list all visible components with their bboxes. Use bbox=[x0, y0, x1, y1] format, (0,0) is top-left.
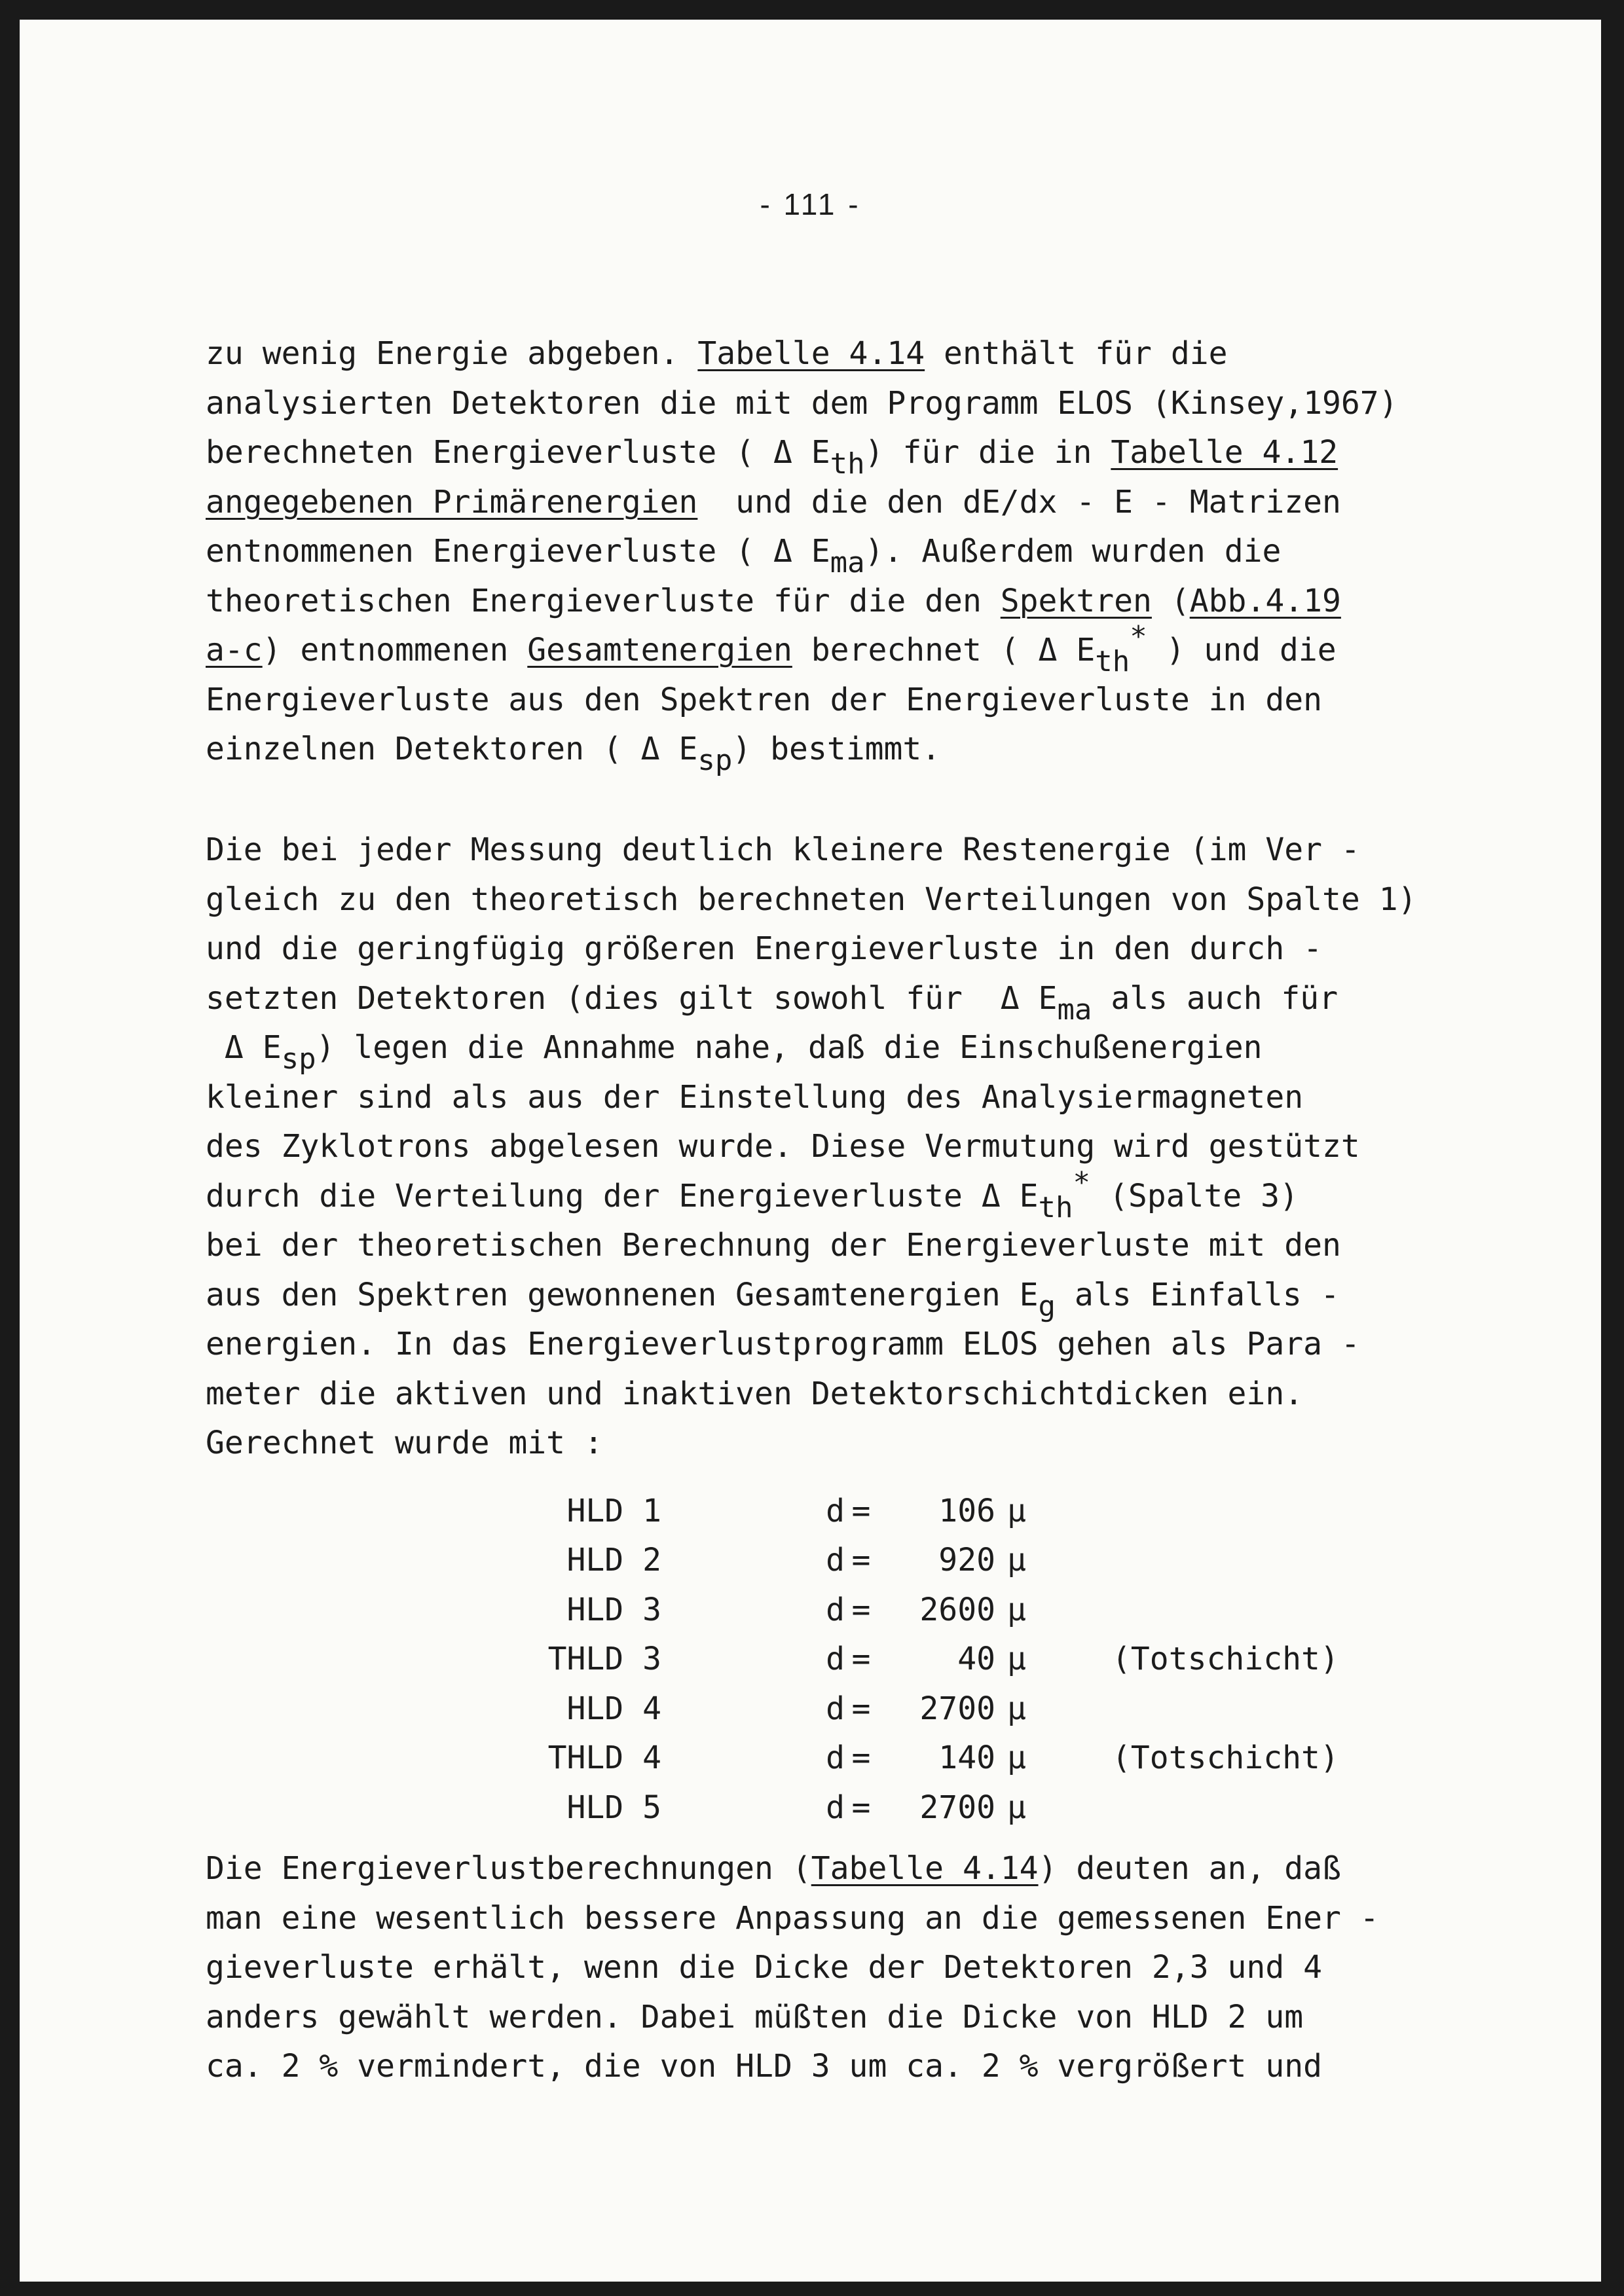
table-row bbox=[537, 1486, 1339, 1536]
text-line: meter die aktiven und inaktiven Detektorschichtdicken ein. bbox=[206, 1375, 1304, 1412]
underlined-phrase: angegebenen Primärenergien bbox=[206, 483, 698, 520]
document-page bbox=[20, 20, 1601, 2282]
page-number: - 111 - bbox=[760, 187, 861, 221]
text-line: Die Energieverlustberechnungen (Tabelle 4.14) deuten an, daß bbox=[206, 1850, 1341, 1887]
thickness-unit: µ bbox=[1007, 1690, 1026, 1727]
text-line: analysierten Detektoren die mit dem Programm ELOS (Kinsey,1967) bbox=[206, 384, 1398, 422]
table-row bbox=[537, 1734, 1339, 1783]
layer-note bbox=[1112, 1585, 1339, 1635]
equals-sign: = bbox=[851, 1641, 871, 1678]
text-line: Die bei jeder Messung deutlich kleinere Restenergie (im Ver - bbox=[206, 831, 1360, 868]
table-reference: Tabelle 4.12 bbox=[1111, 434, 1338, 471]
text-line: durch die Verteilung der Energieverluste Δ $E_{th}^*$ (Spalte 3) bbox=[206, 1165, 1299, 1224]
thickness-value: 920 bbox=[938, 1542, 995, 1579]
thickness-symbol: d bbox=[826, 1690, 845, 1727]
text-line: anders gewählt werden. Dabei müßten die Dicke von HLD 2 um bbox=[206, 1998, 1304, 2035]
text-line: a-c) entnommenen Gesamtenergien berechnet ( Δ $E_{th}^*$ ) und die bbox=[206, 620, 1337, 678]
thickness-unit: µ bbox=[1007, 1492, 1026, 1529]
text-line: entnommenen Energieverluste ( Δ $E_{ma}$). Außerdem wurden die bbox=[206, 533, 1282, 579]
layer-note bbox=[1112, 1783, 1339, 1832]
paragraph-1 bbox=[206, 329, 1515, 777]
table-reference: Tabelle 4.14 bbox=[697, 335, 925, 372]
thickness-value: 140 bbox=[938, 1740, 995, 1777]
text-line: und die geringfügig größeren Energieverluste in den durch - bbox=[206, 930, 1323, 967]
text-line: setzten Detektoren (dies gilt sowohl für Δ $E_{ma}$ als auch für bbox=[206, 979, 1338, 1027]
thickness-symbol: d bbox=[826, 1789, 845, 1826]
text-line: einzelnen Detektoren ( Δ $E_{sp}$) bestimmt. bbox=[206, 731, 941, 777]
thickness-symbol: d bbox=[826, 1542, 845, 1579]
table-row bbox=[537, 1635, 1339, 1685]
table-reference: Tabelle 4.14 bbox=[811, 1850, 1039, 1887]
thickness-unit: µ bbox=[1007, 1641, 1026, 1678]
thickness-symbol: d bbox=[826, 1641, 845, 1678]
text-line: energien. In das Energieverlustprogramm ELOS gehen als Para - bbox=[206, 1326, 1360, 1362]
detector-name: THLD 4 bbox=[547, 1740, 661, 1777]
detector-thickness-table bbox=[537, 1486, 1339, 1832]
detector-name: HLD 2 bbox=[566, 1542, 661, 1579]
paragraph-2 bbox=[206, 826, 1515, 1468]
underlined-phrase: Spektren bbox=[1000, 582, 1152, 619]
equals-sign: = bbox=[851, 1740, 871, 1777]
text-line: Gerechnet wurde mit : bbox=[206, 1425, 603, 1461]
equals-sign: = bbox=[851, 1690, 871, 1727]
figure-reference: a-c bbox=[206, 632, 263, 668]
thickness-value: 2600 bbox=[919, 1591, 995, 1628]
equals-sign: = bbox=[851, 1789, 871, 1826]
detector-name: HLD 3 bbox=[566, 1591, 661, 1628]
equals-sign: = bbox=[851, 1542, 871, 1579]
text-line: zu wenig Energie abgeben. Tabelle 4.14 enthält für die bbox=[206, 335, 1228, 372]
table-row bbox=[537, 1536, 1339, 1586]
table-row bbox=[537, 1684, 1339, 1734]
detector-name: THLD 3 bbox=[547, 1641, 661, 1678]
thickness-symbol: d bbox=[826, 1740, 845, 1777]
layer-note: (Totschicht) bbox=[1112, 1641, 1339, 1678]
figure-reference: Abb.4.19 bbox=[1189, 582, 1341, 619]
layer-note bbox=[1112, 1684, 1339, 1734]
detector-name: HLD 5 bbox=[566, 1789, 661, 1826]
text-line: Energieverluste aus den Spektren der Energieverluste in den bbox=[206, 681, 1323, 718]
detector-name: HLD 4 bbox=[566, 1690, 661, 1727]
thickness-value: 2700 bbox=[919, 1690, 995, 1727]
text-line: ca. 2 % vermindert, die von HLD 3 um ca. 2 % vergrößert und bbox=[206, 2048, 1323, 2085]
text-line: gieverluste erhält, wenn die Dicke der Detektoren 2,3 und 4 bbox=[206, 1949, 1323, 1986]
table-row bbox=[537, 1585, 1339, 1635]
text-line: man eine wesentlich bessere Anpassung an die gemessenen Ener - bbox=[206, 1899, 1379, 1937]
equals-sign: = bbox=[851, 1492, 871, 1529]
text-line: bei der theoretischen Berechnung der Energieverluste mit den bbox=[206, 1227, 1341, 1264]
thickness-value: 40 bbox=[957, 1641, 995, 1678]
text-line: berechneten Energieverluste ( Δ $E_{th}$) für die in Tabelle 4.12 bbox=[206, 434, 1338, 481]
text-line: des Zyklotrons abgelesen wurde. Diese Vermutung wird gestützt bbox=[206, 1128, 1360, 1165]
thickness-symbol: d bbox=[826, 1492, 845, 1529]
thickness-unit: µ bbox=[1007, 1789, 1026, 1826]
paragraph-3 bbox=[206, 1844, 1515, 2092]
text-line: Δ $E_{sp}$) legen die Annahme nahe, daß die Einschußenergien bbox=[206, 1029, 1263, 1076]
text-line: angegebenen Primärenergien und die den dE/dx - E - Matrizen bbox=[206, 483, 1341, 520]
underlined-phrase: Gesamtenergien bbox=[527, 632, 792, 668]
thickness-value: 2700 bbox=[919, 1789, 995, 1826]
layer-note: (Totschicht) bbox=[1112, 1740, 1339, 1777]
layer-note bbox=[1112, 1536, 1339, 1586]
detector-name: HLD 1 bbox=[566, 1492, 661, 1529]
text-line: gleich zu den theoretisch berechneten Verteilungen von Spalte 1) bbox=[206, 881, 1417, 918]
text-line: kleiner sind als aus der Einstellung des Analysiermagneten bbox=[206, 1078, 1304, 1116]
text-line: aus den Spektren gewonnenen Gesamtenergien $E_g$ als Einfalls - bbox=[206, 1276, 1340, 1323]
text-line: theoretischen Energieverluste für die den Spektren (Abb.4.19 bbox=[206, 582, 1341, 619]
thickness-symbol: d bbox=[826, 1591, 845, 1628]
layer-note bbox=[1112, 1486, 1339, 1536]
thickness-value: 106 bbox=[938, 1492, 995, 1529]
thickness-unit: µ bbox=[1007, 1740, 1026, 1777]
thickness-unit: µ bbox=[1007, 1591, 1026, 1628]
thickness-unit: µ bbox=[1007, 1542, 1026, 1579]
equals-sign: = bbox=[851, 1591, 871, 1628]
table-row bbox=[537, 1783, 1339, 1832]
